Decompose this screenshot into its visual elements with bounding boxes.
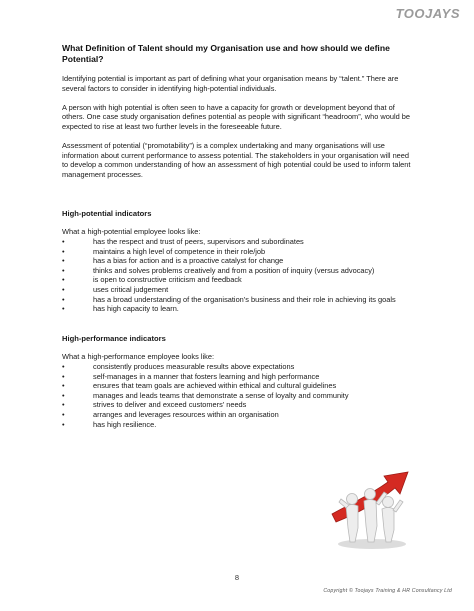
list-item: • ensures that team goals are achieved within ethical and cultural guidelines <box>62 381 337 391</box>
list-item: • strives to deliver and exceed customers’ needs <box>62 400 247 410</box>
section-heading-high-performance: High-performance indicators <box>62 333 166 343</box>
paragraph-3: Assessment of potential (“promotability”) is a complex undertaking and many organisations will use information about current performance to assess potential. The stakeholders in your organisation will need to develop a common understanding of how an assessment of high potential could be used to inform talent management processes. <box>62 140 411 179</box>
bullet-icon: • <box>62 265 65 275</box>
bullet-icon: • <box>62 256 65 266</box>
bullet-list-high-potential <box>62 237 414 314</box>
section-lead-high-performance: What a high-performance employee looks like: <box>62 352 214 362</box>
paragraph-2: A person with high potential is often seen to have a capacity for growth or development beyond that of others. One case study organisation defines potential as people with significant “headroom”, who would be expected to rise at least two further levels in the foreseeable future. <box>62 102 410 131</box>
bullet-icon: • <box>62 285 65 294</box>
brand-logo: TOOJAYS <box>395 6 460 21</box>
bullet-icon: • <box>62 304 65 314</box>
bullet-icon: • <box>62 390 65 400</box>
bullet-icon: • <box>62 371 65 381</box>
copyright-notice: Copyright © Toojays Training & HR Consultancy Ltd <box>323 588 452 594</box>
list-item: • self-manages in a manner that fosters learning and high performance <box>62 371 320 381</box>
bullet-icon: • <box>62 246 65 256</box>
list-item: • manages and leads teams that demonstrate a sense of loyalty and community <box>62 390 349 400</box>
list-item: • uses critical judgement <box>62 285 169 294</box>
bullet-icon: • <box>62 361 65 371</box>
list-item: • arranges and leverages resources within an organisation <box>62 409 279 419</box>
section-lead-high-potential: What a high-potential employee looks like: <box>62 227 201 237</box>
list-item: • has a bias for action and is a proactive catalyst for change <box>62 256 284 266</box>
list-item: • has high resilience. <box>62 419 157 429</box>
bullet-icon: • <box>62 381 65 391</box>
page-title: What Definition of Talent should my Organisation use and how should we define Potential? <box>62 43 390 64</box>
bullet-list-high-performance <box>62 362 414 429</box>
bullet-icon: • <box>62 419 65 429</box>
bullet-icon: • <box>62 275 65 285</box>
person-figures <box>339 489 403 543</box>
bullet-icon: • <box>62 237 65 247</box>
bullet-icon: • <box>62 294 65 304</box>
list-item: • has the respect and trust of peers, supervisors and subordinates <box>62 237 304 247</box>
teamwork-arrow-figure <box>322 452 422 552</box>
list-item: • is open to constructive criticism and feedback <box>62 275 242 285</box>
section-heading-high-potential: High-potential indicators <box>62 208 152 218</box>
paragraph-1: Identifying potential is important as part of defining what your organisation means by “talent.” There are several factors to consider in identifying high-potential individuals. <box>62 74 399 93</box>
list-item: • has a broad understanding of the organisation’s business and their role in achieving its goals <box>62 294 396 304</box>
page-number: 8 <box>234 573 240 582</box>
page-content <box>62 43 414 429</box>
list-item: • has high capacity to learn. <box>62 304 179 314</box>
list-item: • consistently produces measurable results above expectations <box>62 361 295 371</box>
list-item: • thinks and solves problems creatively and from a position of inquiry (versus advocacy) <box>62 265 375 275</box>
bullet-icon: • <box>62 400 65 410</box>
list-item: • maintains a high level of competence in their role/job <box>62 246 266 256</box>
bullet-icon: • <box>62 409 65 419</box>
